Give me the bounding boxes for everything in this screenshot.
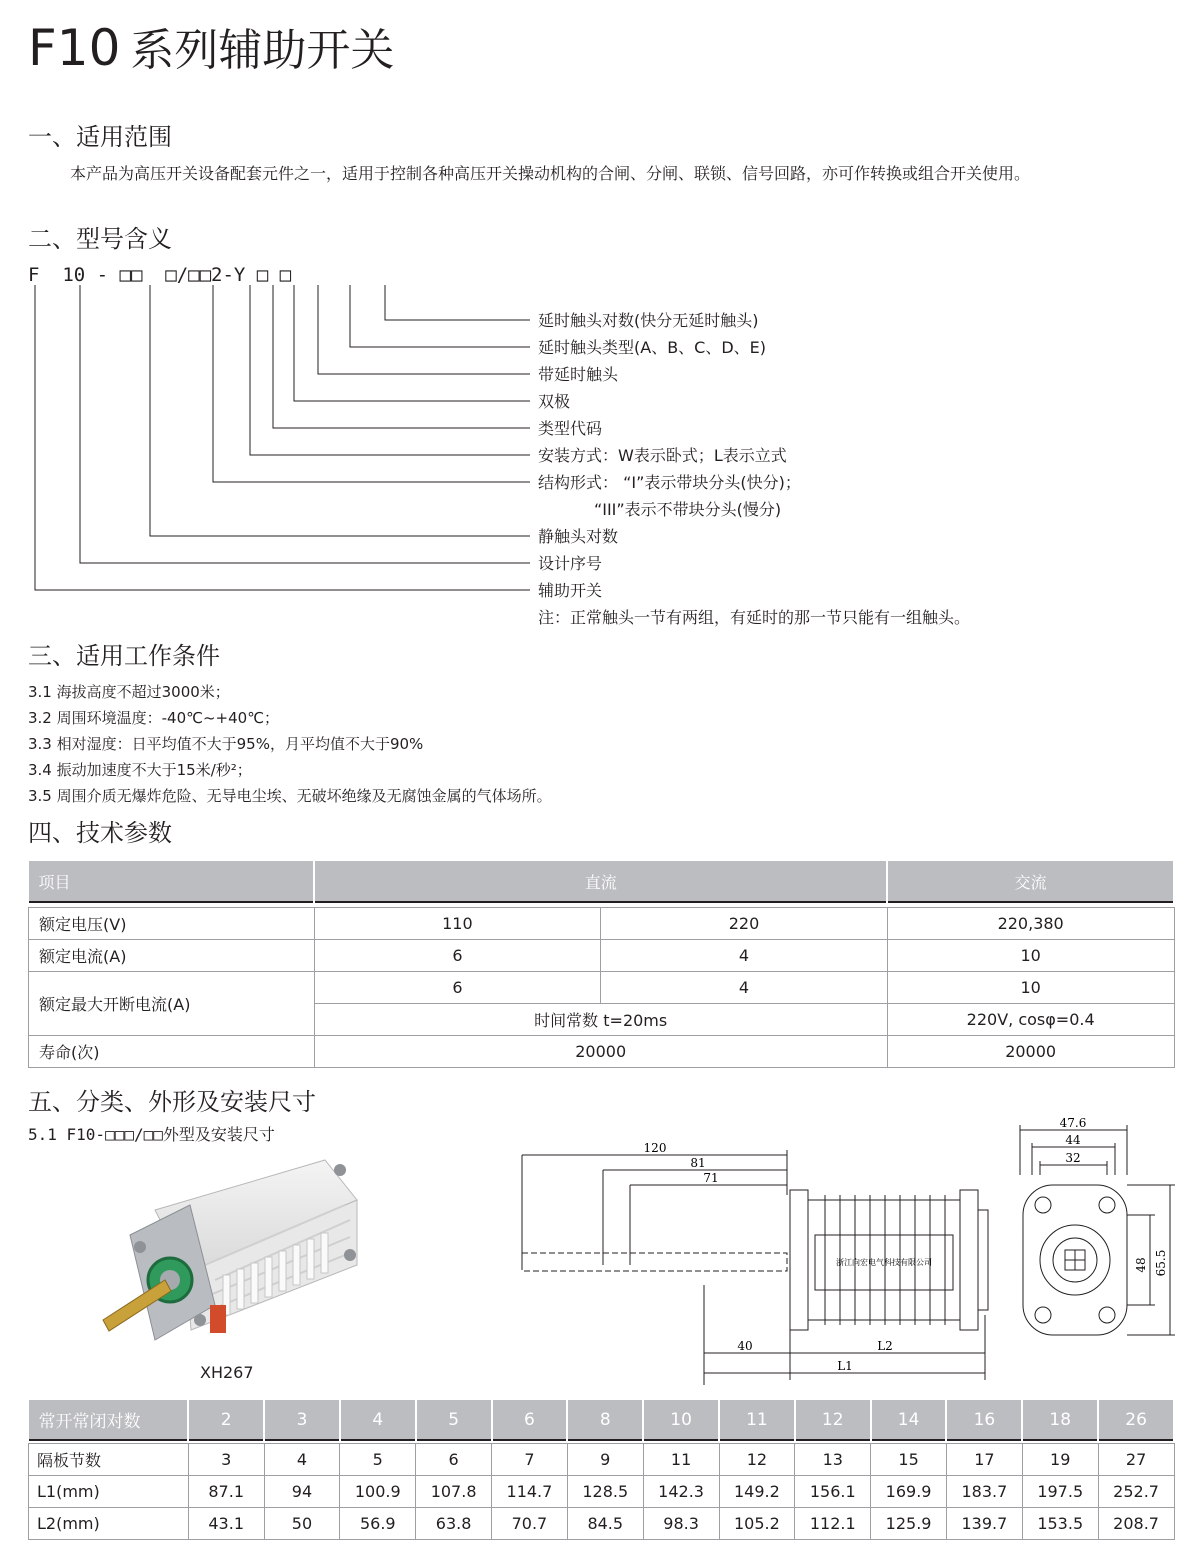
table-cell: 63.8	[416, 1508, 492, 1540]
table-cell: 6	[416, 1444, 492, 1476]
table-header-cell: 6	[492, 1400, 568, 1440]
table-cell: 87.1	[188, 1476, 264, 1508]
table-cell: 6	[314, 972, 601, 1004]
table-cell: 20000	[314, 1036, 887, 1068]
table-header-cell: 12	[795, 1400, 871, 1440]
table-row	[29, 908, 1175, 940]
table-header-cell: 2	[188, 1400, 264, 1440]
table-cell: 84.5	[567, 1508, 643, 1540]
section-1-heading: 一、适用范围	[28, 123, 172, 151]
dim-l1: L1	[837, 1359, 853, 1373]
table-cell: 107.8	[416, 1476, 492, 1508]
condition-item: 3.4 振动加速度不大于15米/秒²；	[28, 761, 252, 779]
end-view-drawing	[1015, 1115, 1180, 1355]
table-cell: 149.2	[719, 1476, 795, 1508]
table-cell: 100.9	[340, 1476, 416, 1508]
section-4-heading: 四、技术参数	[28, 819, 172, 847]
dim-71: 71	[703, 1171, 719, 1185]
table-cell: 5	[340, 1444, 416, 1476]
dim-32: 32	[1065, 1151, 1081, 1165]
code-label-with-delay: 带延时触头	[538, 365, 619, 384]
table-cell: 额定电压(V)	[29, 908, 315, 940]
table-header-cell: 5	[416, 1400, 492, 1440]
code-label-structure: 结构形式： “I”表示带块分头(快分)；	[538, 473, 801, 492]
table-cell: 4	[264, 1444, 340, 1476]
table-header-row	[29, 861, 1175, 902]
section-1-text: 本产品为高压开关设备配套元件之一，适用于控制各种高压开关操动机构的合闸、分闸、联锁、信号回路，亦可作转换或组合开关使用。	[70, 164, 1031, 183]
table-cell: 4	[601, 940, 888, 972]
table-cell: 7	[492, 1444, 568, 1476]
table-cell: 额定电流(A)	[29, 940, 315, 972]
code-label-type-code: 类型代码	[538, 419, 603, 438]
dimensions-table	[28, 1400, 1175, 1540]
table-cell: 56.9	[340, 1508, 416, 1540]
section-2-heading: 二、型号含义	[28, 225, 172, 253]
table-cell: 4	[601, 972, 888, 1004]
code-label-double-pole: 双极	[538, 392, 571, 411]
title-name: 系列辅助开关	[130, 25, 395, 76]
code-note: 注：正常触头一节有两组，有延时的那一节只能有一组触头。	[538, 608, 971, 627]
nameplate-text: 浙江向宏电气科技有限公司	[836, 1258, 932, 1267]
table-cell: 139.7	[946, 1508, 1022, 1540]
model-code: F 10 - □□ □/□□2-Y □ □	[28, 264, 292, 286]
table-cell: 19	[1022, 1444, 1098, 1476]
photo-caption: XH267	[200, 1363, 254, 1382]
table-header-cell: 交流	[887, 861, 1174, 902]
table-cell: 10	[887, 972, 1174, 1004]
table-cell: 220	[601, 908, 888, 940]
table-cell: 13	[795, 1444, 871, 1476]
table-row	[29, 1444, 1175, 1476]
code-label-mounting: 安装方式：W表示卧式；L表示立式	[538, 446, 787, 465]
dim-44: 44	[1065, 1133, 1081, 1147]
table-cell: 12	[719, 1444, 795, 1476]
table-cell: 169.9	[871, 1476, 947, 1508]
table-cell: 17	[946, 1444, 1022, 1476]
table-header-cell: 10	[643, 1400, 719, 1440]
condition-item: 3.2 周围环境温度：-40℃~+40℃；	[28, 709, 280, 727]
table-cell: 110	[314, 908, 601, 940]
table-cell: 125.9	[871, 1508, 947, 1540]
condition-item: 3.1 海拔高度不超过3000米；	[28, 683, 230, 701]
table-cell: 252.7	[1098, 1476, 1174, 1508]
dim-65-5: 65.5	[1154, 1249, 1168, 1277]
table-cell: 94	[264, 1476, 340, 1508]
table-cell: 寿命(次)	[29, 1036, 315, 1068]
table-row	[29, 1476, 1175, 1508]
table-cell: 156.1	[795, 1476, 871, 1508]
table-cell: 隔板节数	[29, 1444, 189, 1476]
table-cell: 额定最大开断电流(A)	[29, 972, 315, 1036]
table-cell: 142.3	[643, 1476, 719, 1508]
table-cell: 10	[887, 940, 1174, 972]
section-3-heading: 三、适用工作条件	[28, 642, 220, 670]
section-5-heading: 五、分类、外形及安装尺寸	[28, 1088, 316, 1116]
table-cell: 43.1	[188, 1508, 264, 1540]
table-cell: 15	[871, 1444, 947, 1476]
table-cell: 114.7	[492, 1476, 568, 1508]
dim-l2: L2	[877, 1339, 893, 1353]
tech-params-table	[28, 861, 1175, 1068]
code-label-design-seq: 设计序号	[538, 554, 603, 573]
table-cell: 183.7	[946, 1476, 1022, 1508]
table-cell: 时间常数 t=20ms	[314, 1004, 887, 1036]
table-cell: 128.5	[567, 1476, 643, 1508]
product-photo	[95, 1155, 365, 1355]
code-label-delay-type: 延时触头类型(A、B、C、D、E)	[538, 338, 767, 357]
code-label-delay-pairs: 延时触头对数(快分无延时触头)	[538, 311, 759, 330]
table-cell: 105.2	[719, 1508, 795, 1540]
table-header-cell: 18	[1022, 1400, 1098, 1440]
table-header-cell: 16	[946, 1400, 1022, 1440]
table-cell: 208.7	[1098, 1508, 1174, 1540]
table-cell: 153.5	[1022, 1508, 1098, 1540]
table-header-row	[29, 1400, 1175, 1440]
code-label-static-contacts: 静触头对数	[538, 527, 619, 546]
table-cell: 3	[188, 1444, 264, 1476]
dim-81: 81	[690, 1156, 706, 1170]
table-cell: 220,380	[887, 908, 1174, 940]
model-code-leader-lines	[0, 285, 540, 595]
table-row	[29, 1508, 1175, 1540]
table-header-cell: 常开常闭对数	[29, 1400, 189, 1440]
table-cell: 27	[1098, 1444, 1174, 1476]
table-cell: 11	[643, 1444, 719, 1476]
table-header-cell: 4	[340, 1400, 416, 1440]
table-cell: 220V, cosφ=0.4	[887, 1004, 1174, 1036]
table-cell: 98.3	[643, 1508, 719, 1540]
table-cell: 50	[264, 1508, 340, 1540]
table-header-cell: 14	[871, 1400, 947, 1440]
code-label-aux-switch: 辅助开关	[538, 581, 603, 600]
table-row	[29, 1036, 1175, 1068]
page-title	[28, 18, 394, 81]
table-header-cell: 8	[567, 1400, 643, 1440]
table-cell: L1(mm)	[29, 1476, 189, 1508]
dim-48: 48	[1134, 1257, 1148, 1273]
table-header-cell: 3	[264, 1400, 340, 1440]
table-cell: 6	[314, 940, 601, 972]
table-cell: 112.1	[795, 1508, 871, 1540]
table-header-cell: 项目	[29, 861, 315, 902]
condition-item: 3.5 周围介质无爆炸危险、无导电尘埃、无破坏绝缘及无腐蚀金属的气体场所。	[28, 787, 552, 805]
table-header-cell: 26	[1098, 1400, 1174, 1440]
table-cell: 9	[567, 1444, 643, 1476]
dim-47-6: 47.6	[1059, 1116, 1087, 1130]
table-header-cell: 直流	[314, 861, 887, 902]
condition-item: 3.3 相对湿度：日平均值不大于95%，月平均值不大于90%	[28, 735, 424, 753]
dim-120: 120	[643, 1141, 667, 1155]
table-cell: 70.7	[492, 1508, 568, 1540]
section-5-subheading: 5.1 F10-□□□/□□外型及安装尺寸	[28, 1125, 275, 1144]
table-cell: 20000	[887, 1036, 1174, 1068]
table-row	[29, 972, 1175, 1004]
table-cell: 197.5	[1022, 1476, 1098, 1508]
title-model: F10	[28, 19, 121, 77]
table-header-cell: 11	[719, 1400, 795, 1440]
side-view-drawing	[515, 1135, 1010, 1385]
table-cell: L2(mm)	[29, 1508, 189, 1540]
dim-40: 40	[737, 1339, 753, 1353]
table-row	[29, 940, 1175, 972]
code-label-structure-2: “III”表示不带块分头(慢分)	[538, 500, 782, 519]
